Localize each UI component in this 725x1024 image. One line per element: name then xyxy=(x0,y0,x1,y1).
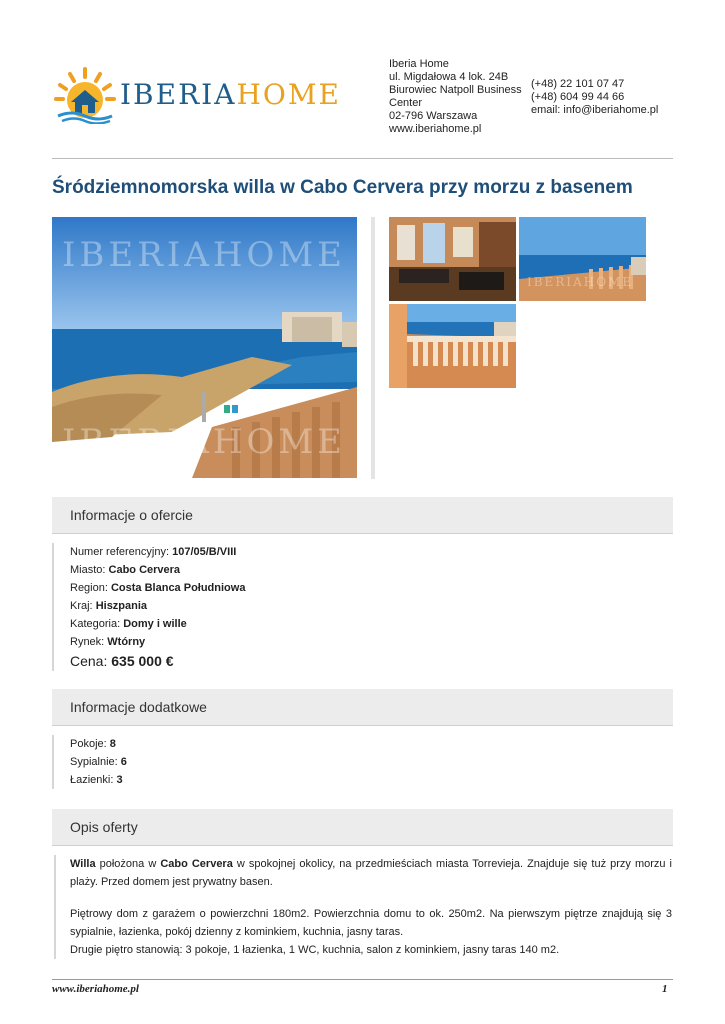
logo-part-home: HOME xyxy=(236,78,341,111)
info-value: Cabo Cervera xyxy=(108,564,181,576)
section-header-extra xyxy=(52,689,673,726)
thumbnail-sea-view[interactable] xyxy=(519,217,646,301)
description-paragraph: Drugie piętro stanowią: 3 pokoje, 1 łazienka, 1 WC, kuchnia, salon z kominkiem, jasny taras 140 m2. xyxy=(70,944,560,956)
phone-2[interactable]: (+48) 604 99 44 66 xyxy=(531,91,625,103)
desc-text: w spokojnej okolicy, na przedmieściach miasta Torrevieja. Znajduje się tuż przy morzu i plaży. Przed domem jest prywatny basen. xyxy=(70,858,673,888)
info-row-region xyxy=(54,579,245,597)
info-value: 107/05/B/VIII xyxy=(172,546,237,558)
thumbnail-interior[interactable] xyxy=(389,217,516,301)
info-label: Kraj: xyxy=(70,600,96,612)
address-line: Center xyxy=(389,97,423,109)
info-value: Domy i wille xyxy=(123,618,187,630)
info-value: 3 xyxy=(116,774,123,786)
info-row-reference xyxy=(54,543,245,561)
phone-1[interactable]: (+48) 22 101 07 47 xyxy=(531,78,625,90)
footer-website[interactable]: www.iberiahome.pl xyxy=(52,983,139,995)
info-label: Region: xyxy=(70,582,111,594)
info-value: 6 xyxy=(120,756,127,768)
info-row-country xyxy=(54,597,245,615)
info-label: Kategoria: xyxy=(70,618,124,630)
info-value: 8 xyxy=(109,738,116,750)
company-contact xyxy=(531,78,658,117)
sun-house-icon xyxy=(52,66,118,124)
info-row-city xyxy=(54,561,245,579)
page-number: 1 xyxy=(662,983,668,995)
info-label: Miasto: xyxy=(70,564,109,576)
info-label: Numer referencyjny: xyxy=(70,546,173,558)
description-text xyxy=(54,855,672,959)
desc-bold: Willa xyxy=(70,858,96,870)
address-line: Biurowiec Natpoll Business xyxy=(389,84,522,96)
desc-text: położona w xyxy=(95,858,161,870)
info-label: Rynek: xyxy=(70,636,108,648)
address-line: ul. Migdałowa 4 lok. 24B xyxy=(389,71,509,83)
offer-info-list xyxy=(52,543,245,671)
section-title: Informacje o ofercie xyxy=(70,507,193,523)
description-paragraph xyxy=(70,855,672,891)
description-paragraph: Piętrowy dom z garażem o powierzchni 180m2. Powierzchnia domu to ok. 250m2. Na pierwszym piętrze znajdują się 3 sypialnie, łazienka, pokój dzienny z kominkiem, kuchnia, jasny taras. xyxy=(70,908,672,938)
email[interactable]: email: info@iberiahome.pl xyxy=(531,104,659,116)
thumbnail-balcony[interactable] xyxy=(389,304,516,388)
section-title: Informacje dodatkowe xyxy=(70,699,207,715)
main-photo[interactable] xyxy=(52,217,357,478)
thumbnail-balcony-image xyxy=(389,304,516,388)
extra-info-list xyxy=(52,735,127,789)
info-value: Wtórny xyxy=(107,636,146,648)
info-value: Hiszpania xyxy=(95,600,148,612)
info-row-category xyxy=(54,615,245,633)
info-row-bedrooms xyxy=(54,753,127,771)
address-line: Iberia Home xyxy=(389,58,449,70)
price-label: Cena: xyxy=(70,653,112,669)
info-value: Costa Blanca Południowa xyxy=(110,582,246,594)
info-row-market xyxy=(54,633,245,651)
logo-wordmark xyxy=(120,78,341,111)
section-title: Opis oferty xyxy=(70,819,138,835)
listing-title: Śródziemnomorska willa w Cabo Cervera przy morzu z basenem xyxy=(52,177,633,198)
desc-bold: Cabo Cervera xyxy=(160,858,233,870)
info-row-bathrooms xyxy=(54,771,127,789)
photo-watermark: IBERIAHOME xyxy=(527,275,634,289)
company-address xyxy=(389,58,529,136)
photo-watermark: IBERIAHOME xyxy=(62,235,346,275)
photo-watermark: IBERIAHOME xyxy=(62,422,346,462)
section-header-description xyxy=(52,809,673,846)
section-header-offer xyxy=(52,497,673,534)
company-logo xyxy=(52,66,352,124)
info-label: Pokoje: xyxy=(70,738,110,750)
photo-separator xyxy=(371,217,375,479)
price-value: 635 000 € xyxy=(111,653,174,669)
header-divider xyxy=(52,158,673,159)
address-line: 02-796 Warszawa xyxy=(389,110,478,122)
logo-part-iberia: IBERIA xyxy=(120,78,237,111)
footer-divider xyxy=(52,979,673,980)
info-label: Sypialnie: xyxy=(70,756,121,768)
address-website[interactable]: www.iberiahome.pl xyxy=(389,123,482,135)
thumbnail-interior-image xyxy=(389,217,516,301)
info-row-rooms xyxy=(54,735,127,753)
info-label: Łazienki: xyxy=(70,774,117,786)
price xyxy=(54,651,245,671)
